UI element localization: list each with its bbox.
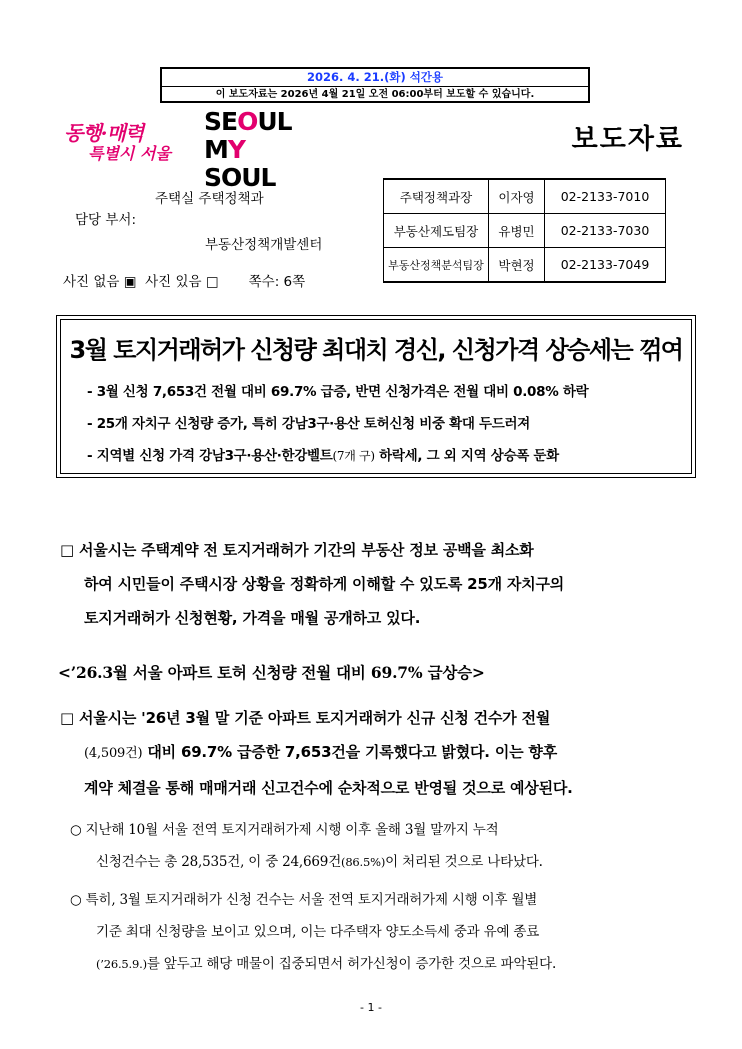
contact-role: 부동산제도팀장 xyxy=(384,214,489,248)
contact-table xyxy=(383,178,666,283)
dept-label: 담당 부서: xyxy=(75,212,137,228)
seoul-my-soul-logo: SEOUL MY SOUL xyxy=(204,107,292,192)
main-paragraph: □ 서울시는 '26년 3월 말 기준 아파트 토지거래허가 신규 신청 건수가 전월 (4,509건) 대비 69.7% 급증한 7,653건을 기록했다고 밝혔다. 이는 향후 계약 체결을 통해 매매거래 신고건수에 순차적으로 반영될 것으로 예상된다. xyxy=(60,709,573,797)
seoul-slogan-logo: 동행·매력 특별시 서울 xyxy=(64,121,171,163)
photo-and-pages-info: 사진 없음 ▣ 사진 있음 □ 쪽수: 6쪽 xyxy=(63,274,306,290)
intro-paragraph: □ 서울시는 주택계약 전 토지거래허가 기간의 부동산 정보 공백을 최소화 하여 시민들이 주택시장 상황을 정확하게 이해할 수 있도록 25개 자치구의 토지거래허가 신청현황, 가격을 매월 공개하고 있다. xyxy=(60,541,565,627)
page-number: - 1 - xyxy=(360,1001,382,1014)
contact-phone: 02-2133-7049 xyxy=(545,248,666,283)
bullet-paragraph: ○ 지난해 10월 서울 전역 토지거래허가제 시행 이후 올해 3월 말까지 누적 신청건수는 총 28,535건, 이 중 24,669건(86.5%)이 처리된 것으로 나타났다. xyxy=(70,822,543,870)
dept-realestate-center: 부동산정책개발센터 xyxy=(205,237,323,253)
contact-phone: 02-2133-7030 xyxy=(545,214,666,248)
contact-row xyxy=(384,214,666,248)
embargo-notice: 이 보도자료는 2026년 4월 21일 오전 06:00부터 보도할 수 있습니다. xyxy=(215,89,535,100)
section-title: <’26.3월 서울 아파트 토허 신청량 전월 대비 69.7% 급상승> xyxy=(58,663,485,682)
contact-row xyxy=(384,179,666,214)
press-release-title: 보도자료 xyxy=(571,124,684,155)
release-date: 2026. 4. 21.(화) 석간용 xyxy=(162,69,588,87)
contact-name: 박현정 xyxy=(489,248,545,283)
contact-name: 이자영 xyxy=(489,179,545,214)
headline-subpoint: - 3월 신청 7,653건 전월 대비 69.7% 급증, 반면 신청가격은 전월 대비 0.08% 하락 xyxy=(87,384,589,400)
headline-subpoint: - 25개 자치구 신청량 증가, 특히 강남3구·용산 토허신청 비중 확대 두드러져 xyxy=(87,416,530,432)
contact-role: 주택정책과장 xyxy=(384,179,489,214)
contact-role: 부동산정책분석팀장 xyxy=(384,248,489,283)
contact-row xyxy=(384,248,666,283)
bullet-paragraph: ○ 특히, 3월 토지거래허가 신청 건수는 서울 전역 토지거래허가제 시행 이후 월별 기준 최대 신청량을 보이고 있으며, 이는 다주택자 양도소득세 중과 유예 종료 (’26.5.9.)를 앞두고 해당 매물이 집중되면서 허가신청이 증가한 것으로 파악된다. xyxy=(70,892,557,972)
embargo-box xyxy=(160,67,590,103)
contact-phone: 02-2133-7010 xyxy=(545,179,666,214)
headline-box xyxy=(56,315,696,478)
dept-housing-policy: 주택실 주택정책과 xyxy=(155,191,264,207)
contact-name: 유병민 xyxy=(489,214,545,248)
headline-subpoint: - 지역별 신청 가격 강남3구·용산·한강벨트(7개 구) 하락세, 그 외 지역 상승폭 둔화 xyxy=(87,448,559,464)
headline-title: 3월 토지거래허가 신청량 최대치 경신, 신청가격 상승세는 꺾여 xyxy=(69,336,683,364)
